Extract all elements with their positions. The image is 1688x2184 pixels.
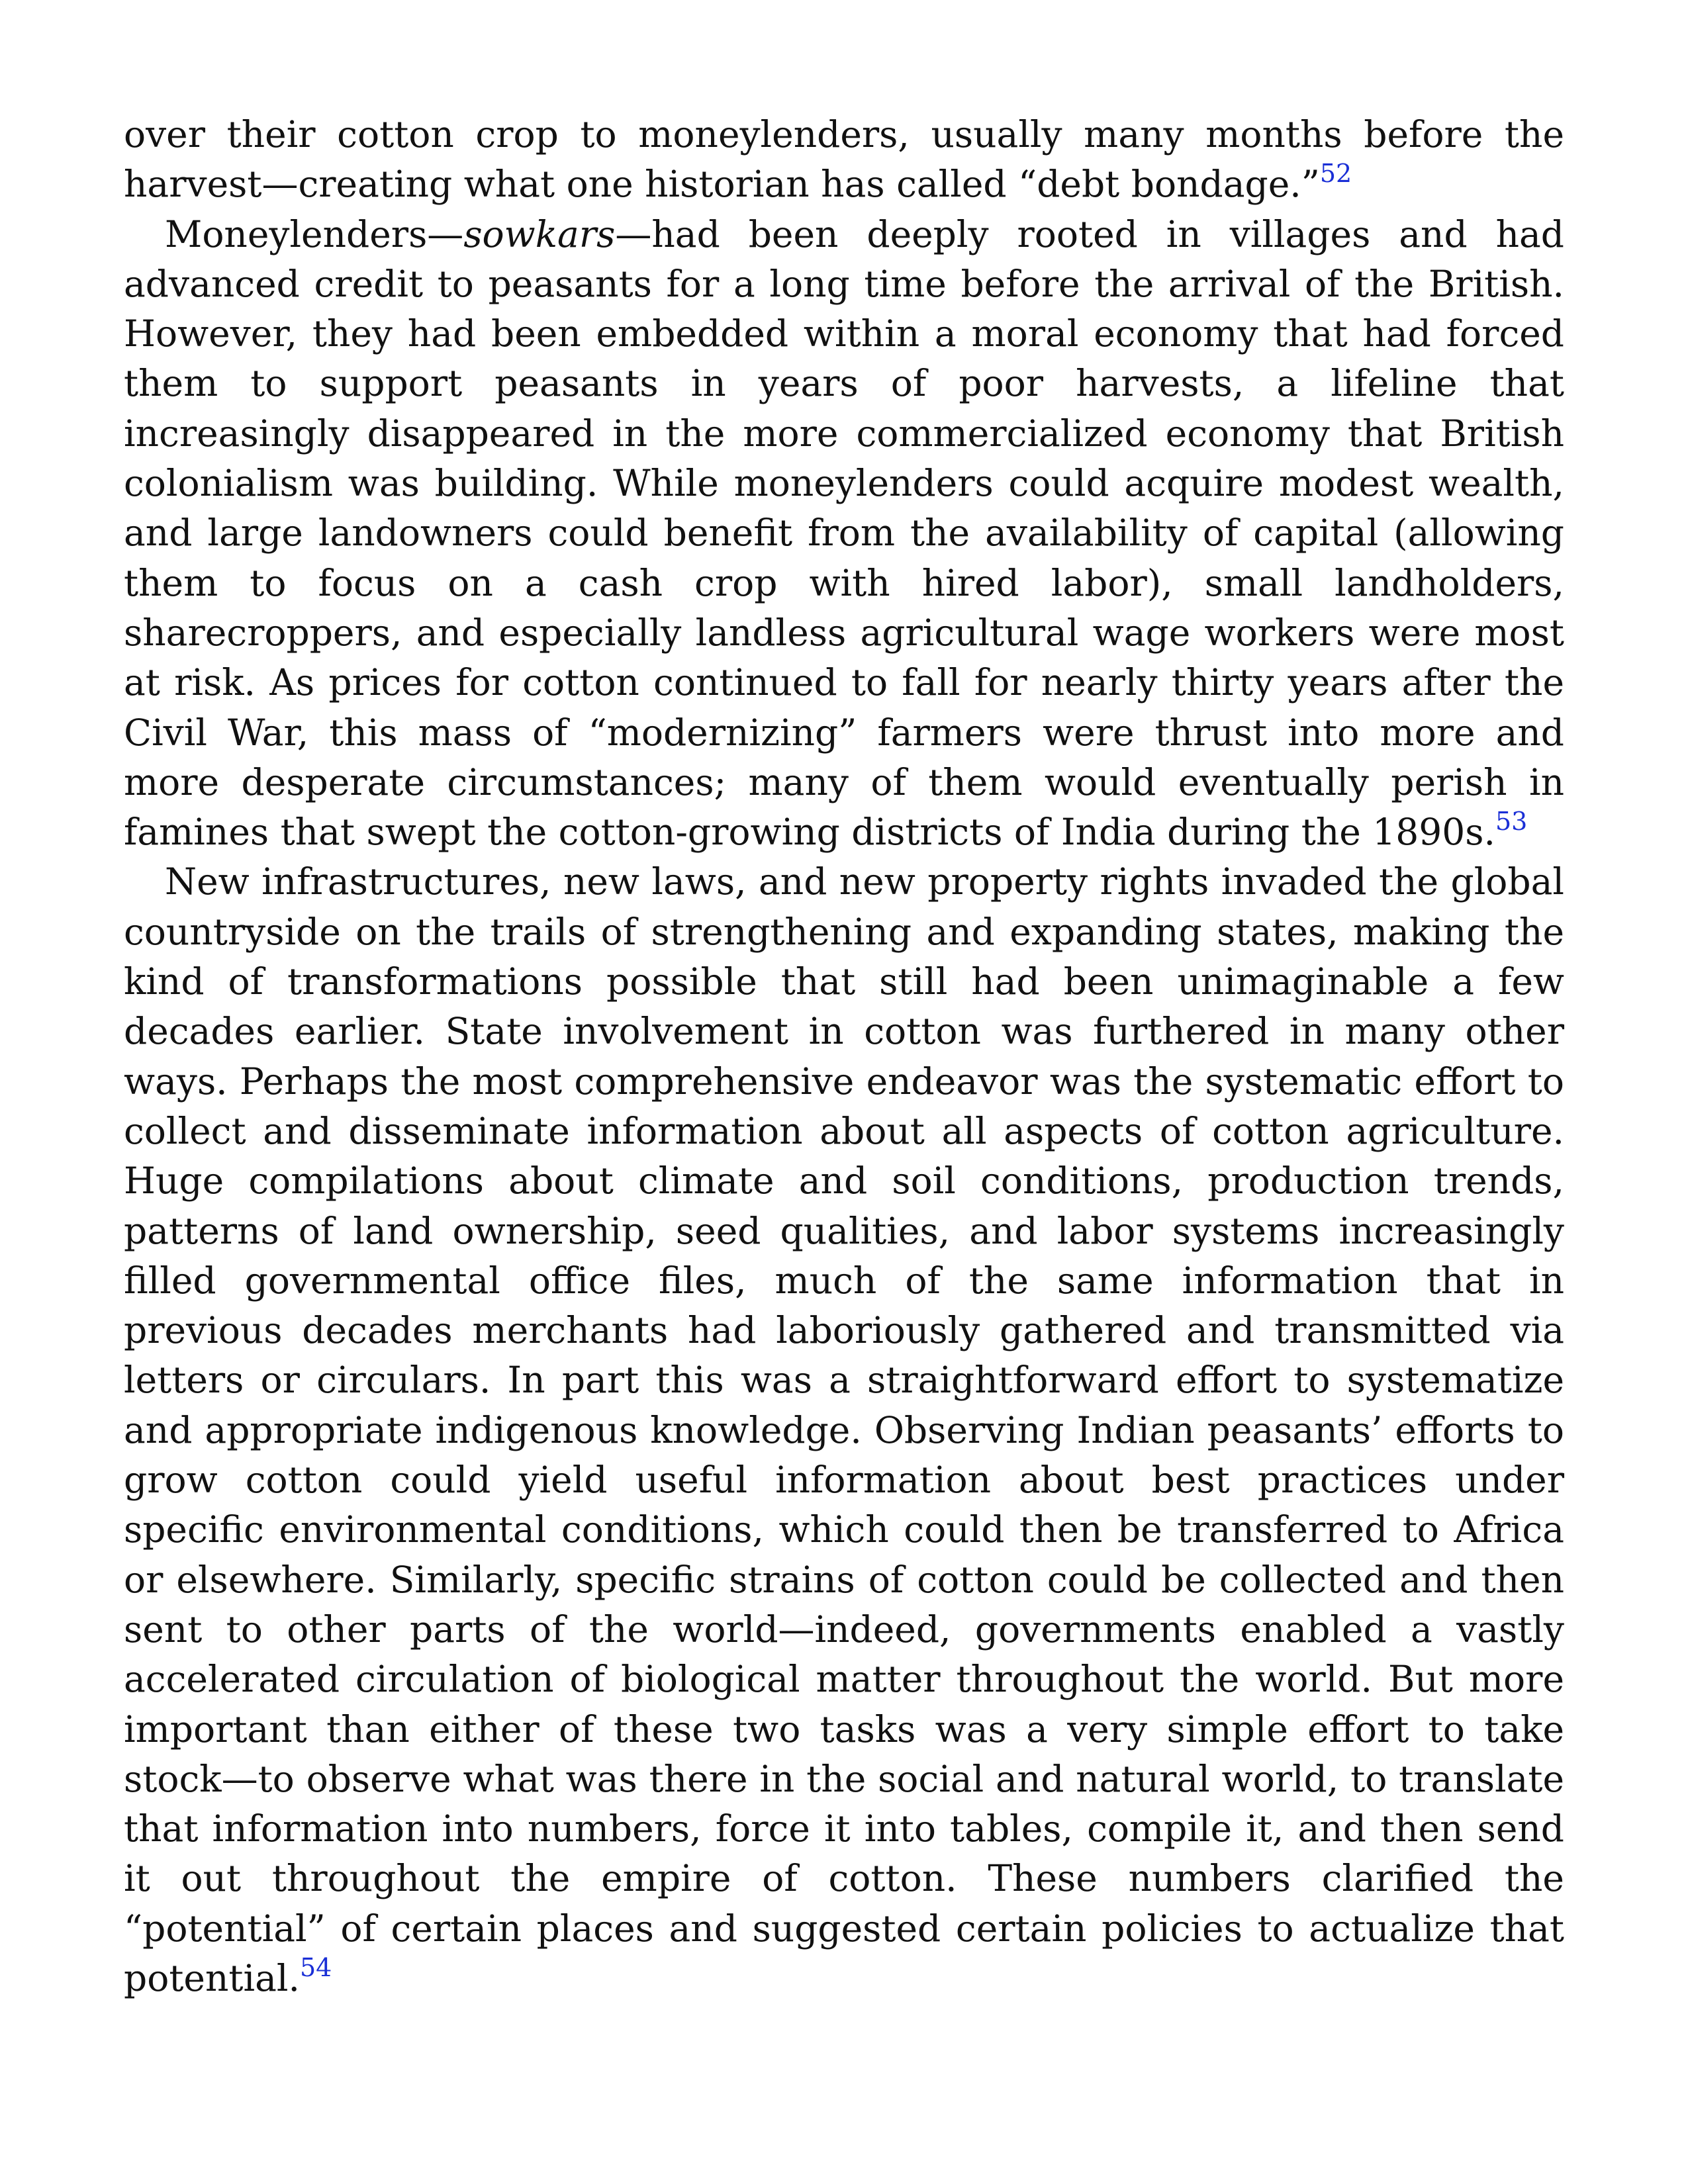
paragraph-1-text: over their cotton crop to moneylenders, usually many months before the harvest—creating what one historian has called “debt bondage.” bbox=[124, 113, 1564, 206]
footnote-marker: 52 bbox=[1319, 159, 1352, 189]
footnote-link-53[interactable] bbox=[1495, 807, 1528, 853]
paragraph-3 bbox=[124, 857, 1564, 2003]
paragraph-2-text-start: Moneylenders— bbox=[165, 212, 464, 255]
paragraph-1 bbox=[124, 110, 1564, 210]
book-page-body bbox=[124, 110, 1564, 2003]
footnote-link-54[interactable] bbox=[299, 1952, 332, 1999]
paragraph-2-text-rest: —had been deeply rooted in villages and had advanced credit to peasants for a long time before the arrival of the British. However, they had been embedded within a moral economy that had forced them to support peasants in years of poor harvests, a lifeline that increasingly disappeared in the more commercialized economy that British colonialism was building. While moneylenders could acquire modest wealth, and large landowners could benefit from the availability of capital (allowing them to focus on a cash crop with hired labor), small landholders, sharecroppers, and especially landless agricultural wage workers were most at risk. As prices for cotton continued to fall for nearly thirty years after the Civil War, this mass of “modernizing” farmers were thrust into more and more desperate circumstances; many of them would eventually perish in famines that swept the cotton-growing districts of India during the 1890s. bbox=[124, 212, 1564, 854]
paragraph-3-text: New infrastructures, new laws, and new property rights invaded the global countryside on the trails of strengthening and expanding states, making the kind of transformations possible that still had been unimaginable a few decades earlier. State involvement in cotton was furthered in many other ways. Perhaps the most comprehensive endeavor was the systematic effort to collect and disseminate information about all aspects of cotton agriculture. Huge compilations about climate and soil conditions, production trends, patterns of land ownership, seed qualities, and labor systems increasingly filled governmental office files, much of the same information that in previous decades merchants had laboriously gathered and transmitted via letters or circulars. In part this was a straightforward effort to systematize and appropriate indigenous knowledge. Observing Indian peasants’ efforts to grow cotton could yield useful information about best practices under specific environmental conditions, which could then be transferred to Africa or elsewhere. Similarly, specific strains of cotton could be collected and then sent to other parts of the world—indeed, governments enabled a vastly accelerated circulation of biological matter throughout the world. But more important than either of these two tasks was a very simple effort to take stock—to observe what was there in the social and natural world, to translate that information into numbers, force it into tables, compile it, and then send it out throughout the empire of cotton. These numbers clarified the “potential” of certain places and suggested certain policies to actualize that potential. bbox=[124, 860, 1564, 1999]
footnote-marker: 53 bbox=[1495, 807, 1528, 837]
paragraph-2 bbox=[124, 210, 1564, 858]
footnote-marker: 54 bbox=[299, 1952, 332, 1982]
paragraph-2-italic-term: sowkars bbox=[463, 212, 616, 255]
footnote-link-52[interactable] bbox=[1319, 159, 1352, 205]
